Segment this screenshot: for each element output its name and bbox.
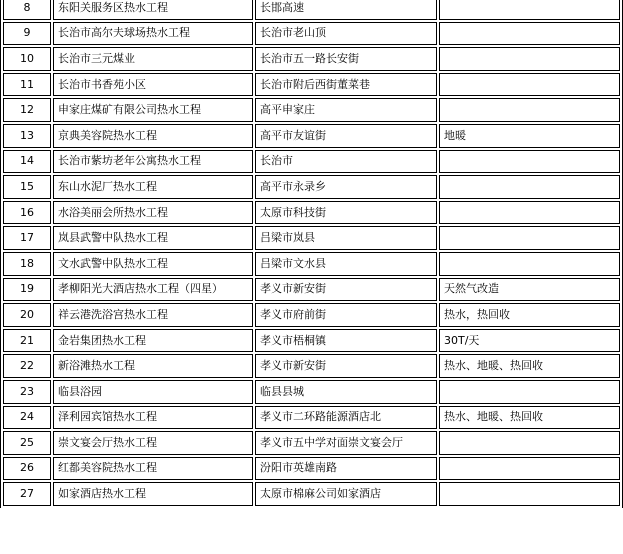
table-row <box>3 22 620 46</box>
row-number-cell: 17 <box>3 226 51 250</box>
project-name-cell: 东阳关服务区热水工程 <box>53 0 253 20</box>
project-name-cell: 如家酒店热水工程 <box>53 482 253 506</box>
table-row <box>3 98 620 122</box>
project-name-cell: 文水武警中队热水工程 <box>53 252 253 276</box>
row-number-cell: 12 <box>3 98 51 122</box>
note-cell: 天然气改造 <box>439 278 620 302</box>
note-cell <box>439 226 620 250</box>
row-number-cell: 22 <box>3 354 51 378</box>
location-cell: 孝义市新安街 <box>255 354 437 378</box>
row-number-cell: 23 <box>3 380 51 404</box>
row-number-cell: 27 <box>3 482 51 506</box>
note-cell <box>439 252 620 276</box>
note-cell: 热水、地暖、热回收 <box>439 406 620 430</box>
project-name-cell: 水浴美丽会所热水工程 <box>53 201 253 225</box>
row-number-cell: 14 <box>3 150 51 174</box>
project-name-cell: 岚县武警中队热水工程 <box>53 226 253 250</box>
row-number-cell: 20 <box>3 303 51 327</box>
project-name-cell: 金岩集团热水工程 <box>53 329 253 353</box>
location-cell: 太原市棉麻公司如家酒店 <box>255 482 437 506</box>
project-name-cell: 长治市三元煤业 <box>53 47 253 71</box>
project-name-cell: 泽利园宾馆热水工程 <box>53 406 253 430</box>
row-number-cell: 16 <box>3 201 51 225</box>
location-cell: 太原市科技街 <box>255 201 437 225</box>
location-cell: 长治市老山顶 <box>255 22 437 46</box>
table-row <box>3 380 620 404</box>
note-cell <box>439 73 620 97</box>
table-row <box>3 457 620 481</box>
project-name-cell: 临县浴园 <box>53 380 253 404</box>
project-name-cell: 长治市紫坊老年公寓热水工程 <box>53 150 253 174</box>
note-cell <box>439 150 620 174</box>
row-number-cell: 25 <box>3 431 51 455</box>
project-name-cell: 新浴滩热水工程 <box>53 354 253 378</box>
table-row <box>3 329 620 353</box>
row-number-cell: 8 <box>3 0 51 20</box>
row-number-cell: 24 <box>3 406 51 430</box>
note-cell <box>439 98 620 122</box>
table-row <box>3 482 620 506</box>
note-cell <box>439 22 620 46</box>
location-cell: 孝义市五中学对面崇文宴会厅 <box>255 431 437 455</box>
location-cell: 孝义市二环路能源酒店北 <box>255 406 437 430</box>
table-row <box>3 431 620 455</box>
note-cell: 地暖 <box>439 124 620 148</box>
project-name-cell: 东山水泥厂热水工程 <box>53 175 253 199</box>
table-row <box>3 150 620 174</box>
table-row <box>3 175 620 199</box>
row-number-cell: 15 <box>3 175 51 199</box>
location-cell: 高平申家庄 <box>255 98 437 122</box>
location-cell: 高平市友谊街 <box>255 124 437 148</box>
row-number-cell: 13 <box>3 124 51 148</box>
row-number-cell: 26 <box>3 457 51 481</box>
note-cell <box>439 431 620 455</box>
location-cell: 长邯高速 <box>255 0 437 20</box>
row-number-cell: 19 <box>3 278 51 302</box>
row-number-cell: 9 <box>3 22 51 46</box>
location-cell: 汾阳市英雄南路 <box>255 457 437 481</box>
location-cell: 高平市永录乡 <box>255 175 437 199</box>
project-name-cell: 红都美容院热水工程 <box>53 457 253 481</box>
location-cell: 长治市附后西街董菜巷 <box>255 73 437 97</box>
table-row <box>3 354 620 378</box>
project-name-cell: 长治市高尔夫球场热水工程 <box>53 22 253 46</box>
note-cell <box>439 482 620 506</box>
note-cell <box>439 457 620 481</box>
table-row <box>3 73 620 97</box>
project-name-cell: 长治市书香苑小区 <box>53 73 253 97</box>
note-cell <box>439 175 620 199</box>
location-cell: 临县县城 <box>255 380 437 404</box>
projects-table-body <box>3 0 620 506</box>
table-row <box>3 252 620 276</box>
row-number-cell: 11 <box>3 73 51 97</box>
note-cell <box>439 201 620 225</box>
location-cell: 孝义市新安街 <box>255 278 437 302</box>
note-cell <box>439 0 620 20</box>
project-name-cell: 祥云港洗浴宫热水工程 <box>53 303 253 327</box>
note-cell <box>439 47 620 71</box>
location-cell: 吕梁市文水县 <box>255 252 437 276</box>
location-cell: 长治市五一路长安街 <box>255 47 437 71</box>
row-number-cell: 18 <box>3 252 51 276</box>
project-name-cell: 孝柳阳光大酒店热水工程（四星） <box>53 278 253 302</box>
note-cell: 30T/天 <box>439 329 620 353</box>
table-row <box>3 47 620 71</box>
row-number-cell: 10 <box>3 47 51 71</box>
note-cell: 热水、地暖、热回收 <box>439 354 620 378</box>
location-cell: 孝义市梧桐镇 <box>255 329 437 353</box>
location-cell: 吕梁市岚县 <box>255 226 437 250</box>
table-row <box>3 278 620 302</box>
row-number-cell: 21 <box>3 329 51 353</box>
location-cell: 长治市 <box>255 150 437 174</box>
project-name-cell: 申家庄煤矿有限公司热水工程 <box>53 98 253 122</box>
table-row <box>3 124 620 148</box>
project-name-cell: 京典美容院热水工程 <box>53 124 253 148</box>
location-cell: 孝义市府前街 <box>255 303 437 327</box>
note-cell: 热水，热回收 <box>439 303 620 327</box>
project-name-cell: 崇文宴会厅热水工程 <box>53 431 253 455</box>
table-row <box>3 303 620 327</box>
table-row <box>3 406 620 430</box>
table-row <box>3 0 620 20</box>
note-cell <box>439 380 620 404</box>
table-row <box>3 201 620 225</box>
table-row <box>3 226 620 250</box>
